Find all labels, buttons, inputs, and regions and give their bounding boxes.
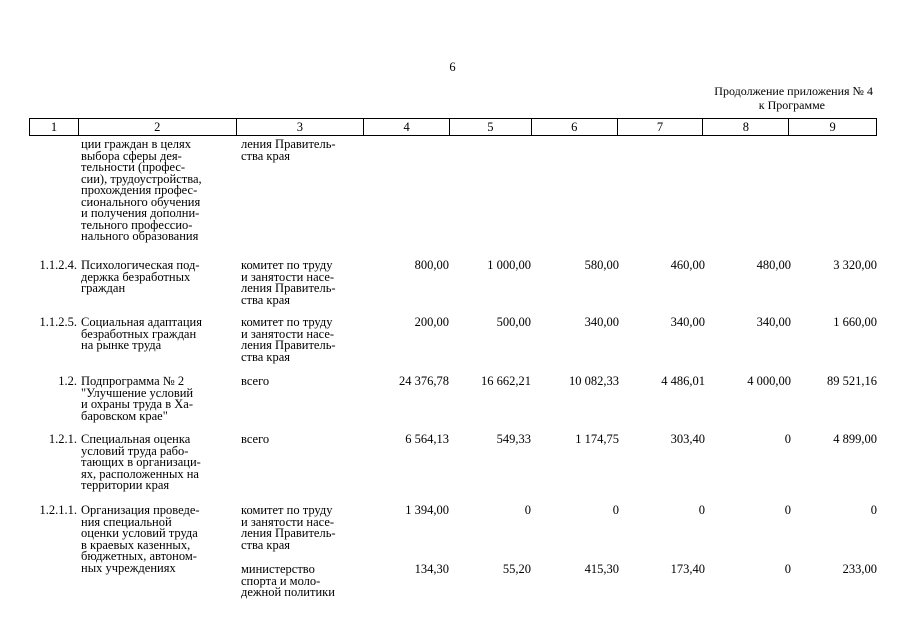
- row-number: 1.2.1.1.: [39, 503, 77, 517]
- row-executor: [241, 139, 361, 162]
- header-col-8: 8: [702, 119, 788, 135]
- header-col-1: 1: [50, 120, 58, 134]
- name-line: на рынке труда: [81, 338, 162, 352]
- executor-line: и занятости насе-: [241, 514, 335, 529]
- row-number: 1.1.2.5.: [39, 315, 77, 329]
- value-col-6: 1 174,75: [575, 432, 619, 446]
- name-line: условий труда рабо-: [81, 443, 189, 458]
- value-col-6: 340,00: [584, 315, 619, 329]
- executor-line: ления Правитель-: [241, 338, 336, 352]
- row-name: [81, 317, 231, 352]
- name-line: выбора сферы дея-: [81, 148, 182, 163]
- name-line: бюджетных, автоном-: [81, 549, 197, 563]
- executor-line: спорта и моло-: [241, 573, 321, 588]
- value-col-6: 415,30: [584, 562, 619, 576]
- executor-line: всего: [241, 374, 270, 388]
- value-col-5: 0: [524, 503, 531, 517]
- value-col-9: 3 320,00: [833, 258, 877, 272]
- name-line: баровском крае": [81, 408, 168, 423]
- table-header: [29, 118, 877, 136]
- name-line: Психологическая под-: [81, 258, 200, 272]
- row-executor: [241, 317, 361, 363]
- value-col-6: 0: [612, 503, 619, 517]
- value-col-9: 0: [870, 503, 877, 517]
- value-col-8: 340,00: [756, 315, 791, 329]
- name-line: ях, расположенных на: [81, 466, 199, 481]
- page-number: 6: [449, 60, 456, 74]
- name-line: нального образования: [81, 229, 199, 243]
- name-line: территории края: [81, 478, 170, 492]
- header-col-5: 5: [449, 119, 531, 135]
- name-line: в краевых казенных,: [81, 537, 191, 552]
- executor-line: и занятости насе-: [241, 269, 335, 284]
- row-number: 1.1.2.4.: [39, 258, 77, 272]
- value-col-7: 303,40: [670, 432, 705, 446]
- value-col-4: 24 376,78: [399, 374, 449, 388]
- row-executor: [241, 564, 361, 599]
- executor-line: ления Правитель-: [241, 281, 336, 295]
- header-col-3: 3: [236, 119, 364, 135]
- name-line: граждан: [81, 281, 126, 295]
- name-line: сии), трудоустройства,: [81, 171, 202, 186]
- row-executor: [241, 434, 361, 446]
- executor-line: дежной политики: [241, 585, 335, 599]
- value-col-8: 4 000,00: [747, 374, 791, 388]
- row-executor: [241, 505, 361, 551]
- appendix-line-1: Продолжение приложения № 4: [714, 84, 873, 98]
- row-number: 1.2.1.: [48, 432, 77, 446]
- value-col-6: 580,00: [584, 258, 619, 272]
- name-line: и охраны труда в Ха-: [81, 397, 193, 411]
- executor-line: ления Правитель-: [241, 137, 336, 151]
- executor-line: ства края: [241, 349, 291, 364]
- row-name: [81, 139, 231, 243]
- value-col-4: 6 564,13: [405, 432, 449, 446]
- executor-line: комитет по труду: [241, 315, 333, 329]
- executor-line: комитет по труду: [241, 503, 333, 517]
- header-col-4: 4: [363, 119, 449, 135]
- name-line: безработных граждан: [81, 326, 197, 341]
- header-col-6: 6: [531, 119, 617, 135]
- header-col-2: 2: [78, 119, 236, 135]
- row-name: [81, 376, 231, 422]
- appendix-caption: [714, 84, 873, 112]
- name-line: и получения дополни-: [81, 206, 200, 220]
- name-line: оценки условий труда: [81, 526, 198, 540]
- row-name: [81, 260, 231, 295]
- name-line: ния специальной: [81, 514, 172, 529]
- executor-line: ства края: [241, 537, 291, 552]
- value-col-6: 10 082,33: [569, 374, 619, 388]
- header-col-9: 9: [788, 119, 876, 135]
- name-line: тельности (профес-: [81, 160, 186, 174]
- name-line: "Улучшение условий: [81, 385, 194, 400]
- name-line: тельного профессио-: [81, 217, 193, 232]
- value-col-9: 233,00: [842, 562, 877, 576]
- executor-line: ления Правитель-: [241, 526, 336, 540]
- name-line: Организация проведе-: [81, 503, 200, 517]
- name-line: тающих в организаци-: [81, 455, 201, 469]
- value-col-4: 134,30: [414, 562, 449, 576]
- executor-line: министерство: [241, 562, 315, 576]
- value-col-9: 89 521,16: [827, 374, 877, 388]
- value-col-8: 480,00: [756, 258, 791, 272]
- name-line: Подпрограмма № 2: [81, 374, 185, 388]
- value-col-5: 549,33: [496, 432, 531, 446]
- name-line: держка безработных: [81, 269, 191, 284]
- executor-line: ства края: [241, 148, 291, 163]
- row-executor: [241, 376, 361, 388]
- value-col-9: 1 660,00: [833, 315, 877, 329]
- value-col-5: 55,20: [502, 562, 531, 576]
- executor-line: комитет по труду: [241, 258, 333, 272]
- appendix-line-2: к Программе: [758, 98, 825, 112]
- header-col-7: 7: [617, 119, 703, 135]
- value-col-4: 800,00: [414, 258, 449, 272]
- value-col-8: 0: [784, 562, 791, 576]
- executor-line: и занятости насе-: [241, 326, 335, 341]
- name-line: прохождения профес-: [81, 183, 198, 197]
- row-name: [81, 505, 231, 574]
- name-line: Специальная оценка: [81, 432, 191, 446]
- row-number: 1.2.: [58, 374, 77, 388]
- name-line: Социальная адаптация: [81, 315, 202, 329]
- executor-line: ства края: [241, 292, 291, 307]
- value-col-7: 4 486,01: [661, 374, 705, 388]
- value-col-4: 1 394,00: [405, 503, 449, 517]
- value-col-7: 173,40: [670, 562, 705, 576]
- value-col-5: 1 000,00: [487, 258, 531, 272]
- value-col-5: 16 662,21: [481, 374, 531, 388]
- value-col-8: 0: [784, 432, 791, 446]
- name-line: сионального обучения: [81, 194, 201, 209]
- value-col-4: 200,00: [414, 315, 449, 329]
- value-col-9: 4 899,00: [833, 432, 877, 446]
- row-name: [81, 434, 231, 492]
- value-col-7: 340,00: [670, 315, 705, 329]
- value-col-5: 500,00: [496, 315, 531, 329]
- value-col-7: 0: [698, 503, 705, 517]
- value-col-7: 460,00: [670, 258, 705, 272]
- executor-line: всего: [241, 432, 270, 446]
- value-col-8: 0: [784, 503, 791, 517]
- name-line: ных учреждениях: [81, 560, 176, 575]
- row-executor: [241, 260, 361, 306]
- name-line: ции граждан в целях: [81, 137, 191, 151]
